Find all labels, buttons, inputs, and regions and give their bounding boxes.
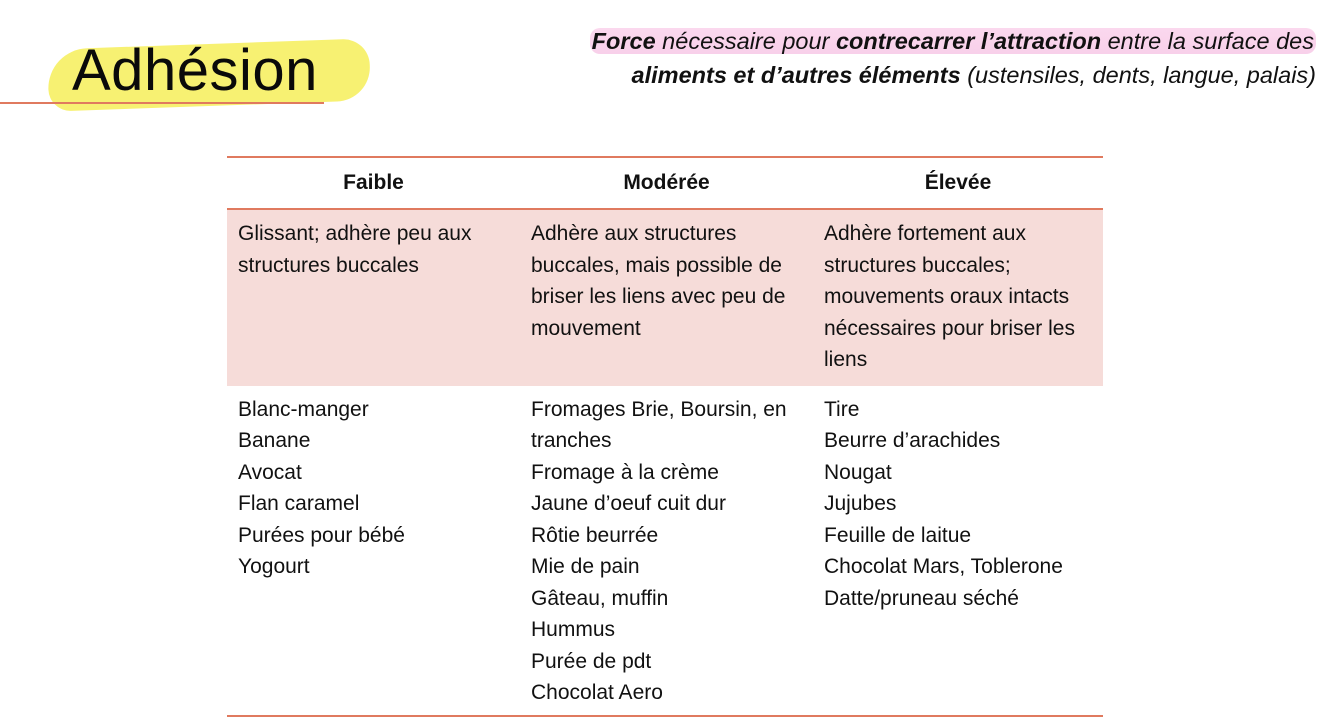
definition-subtitle <box>446 24 1316 92</box>
header-faible: Faible <box>227 157 520 209</box>
header-moderee: Modérée <box>520 157 813 209</box>
food-item: Gâteau, muffin <box>531 586 669 610</box>
subtitle-term-aliments: aliments et d’autres éléments <box>631 62 961 88</box>
foods-moderee <box>520 386 813 716</box>
food-item: Yogourt <box>238 555 310 578</box>
title-block <box>0 30 380 120</box>
subtitle-text: entre la surface des <box>1101 28 1314 54</box>
subtitle-text: (ustensiles, dents, langue, palais) <box>960 62 1316 88</box>
subtitle-term-force: Force <box>591 28 656 54</box>
description-faible: Glissant; adhère peu aux structures buccales <box>227 209 520 386</box>
description-elevee: Adhère fortement aux structures buccales; mouvements oraux intacts nécessaires pour briser les liens <box>813 209 1103 386</box>
adhesion-table <box>227 156 1103 717</box>
description-moderee: Adhère aux structures buccales, mais possible de briser les liens avec peu de mouvement <box>520 209 813 386</box>
food-item: Chocolat Aero <box>531 681 663 704</box>
food-item: Blanc-manger <box>238 397 369 421</box>
food-item: Fromages Brie, Boursin, en tranches <box>531 397 787 452</box>
foods-faible <box>227 386 520 716</box>
food-item: Purée de pdt <box>531 649 652 673</box>
subtitle-term-contrecarrer: contrecarrer l’attraction <box>835 28 1102 54</box>
food-item: Datte/pruneau séché <box>824 586 1019 610</box>
subtitle-line-2 <box>446 58 1316 92</box>
page-title: Adhésion <box>72 38 318 103</box>
food-item: Jaune d’oeuf cuit dur <box>531 492 726 515</box>
subtitle-line-1-highlight <box>590 28 1316 54</box>
food-item: Rôtie beurrée <box>531 523 659 547</box>
food-item: Purées pour bébé <box>238 523 405 547</box>
food-item: Jujubes <box>824 492 897 515</box>
food-item: Tire <box>824 397 860 421</box>
food-item: Banane <box>238 429 311 452</box>
food-item: Avocat <box>238 460 302 484</box>
header-elevee: Élevée <box>813 157 1103 209</box>
food-item: Fromage à la crème <box>531 460 719 484</box>
food-item: Mie de pain <box>531 555 640 578</box>
food-item: Hummus <box>531 618 616 641</box>
description-row <box>227 209 1103 386</box>
title-underline <box>0 102 324 104</box>
foods-elevee <box>813 386 1103 716</box>
subtitle-line-1 <box>446 24 1316 58</box>
food-item: Nougat <box>824 460 892 484</box>
table-header-row <box>227 157 1103 209</box>
foods-row <box>227 386 1103 716</box>
food-item: Flan caramel <box>238 492 360 515</box>
food-item: Feuille de laitue <box>824 523 972 547</box>
subtitle-text: nécessaire pour <box>655 28 836 54</box>
food-item: Chocolat Mars, Toblerone <box>824 555 1063 578</box>
food-item: Beurre d’arachides <box>824 429 1001 452</box>
